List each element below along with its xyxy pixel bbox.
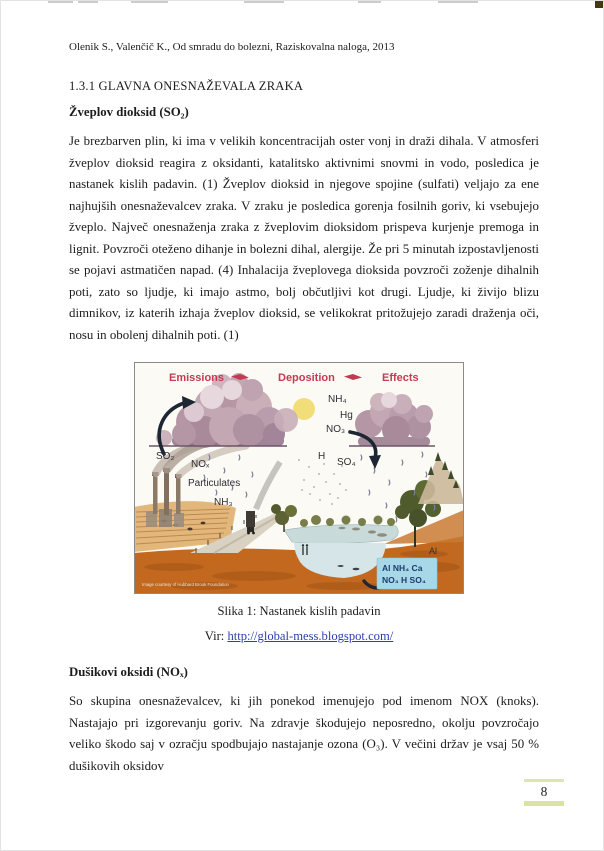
- section-heading: 1.3.1 GLAVNA ONESNAŽEVALA ZRAKA: [69, 79, 304, 93]
- image-credit: Image courtesy of Hubbard Brook Foundation: [142, 582, 229, 587]
- so2-paragraph-1: Je brezbarven plin, ki ima v velikih koncentracijah oster vonj in draži dihala. V atmosferi žveplov dioksid reagira z oksidanti, katalitsko aktivnimi snovmi in vodo, posledica je nastanek kislih padavin. (1) Žveplov dioksid in njegove spojine (sulfati) veljajo za ene najhujših onesnaževalcev zraka. V zraku je posledica gorenja fosilnih goriv, ki vsebujejo žveplo. Največ onesnaženja zraka z žveplovim dioksidom prispeva kurjenje premoga in lignit. Povzroči oteženo dihanje in bolezni dihal, alergije. Že pri 5 minutah izpostavljenosti se pojavi astmatičen napad. (4): [69, 134, 539, 277]
- ions-box-line1: Al NH₄ Ca: [382, 563, 423, 573]
- ions-box-line2: NO₃ H SO₄: [382, 575, 426, 585]
- h-label: H: [318, 451, 326, 462]
- nox-label: NOₓ: [191, 459, 210, 470]
- nox-subheading: Dušikovi oksidi (NOₓ): [69, 665, 188, 679]
- so2-paragraph-2: Inhalacija žveplovega dioksida povzroči zoženje dihalnih poti, zato so ljudje, ki imajo astmo, bolj občutljivi kot drugi. Ljudje, ki živijo blizu dimnikov, iz katerih izhaja žveplov dioksid, se velikokrat pritožujejo zaradi draženja oči, nosu in obolenj dihalnih poti. (1): [69, 263, 540, 342]
- figure-acid-rain-diagram: [134, 362, 464, 594]
- no3-label: NO₃: [326, 424, 346, 435]
- scan-artifact-corner: [595, 1, 603, 8]
- deposition-label: Deposition: [278, 372, 335, 384]
- footer-rule-bottom: [524, 801, 564, 806]
- scan-artifact: [358, 1, 381, 3]
- effects-label: Effects: [382, 372, 419, 384]
- scan-artifact: [48, 1, 73, 3]
- source-label: Vir:: [204, 629, 225, 643]
- so2-paragraph: [69, 131, 539, 346]
- al-label: Al: [429, 546, 438, 556]
- hg-label: Hg: [340, 410, 353, 421]
- running-header: Olenik S., Valenčič K., Od smradu do bolezni, Raziskovalna naloga, 2013: [69, 41, 395, 53]
- scan-artifact: [78, 1, 98, 3]
- figure-source: [134, 629, 464, 644]
- scan-artifact: [131, 1, 168, 3]
- so2-label: SO₂: [156, 451, 175, 462]
- nox-paragraph: So skupina onesnaževalcev, ki jih ponekod imenujejo pod imenom NOX (knoks). Nastajajo pri izgorevanju goriv. Na zdravje škodujejo neposredno, okolju povzročajo veliko škodo saj v ozračju spodbujajo nastajanje ozona (O₃). V večini držav je vsaj 50 % dušikovih oksidov: [69, 694, 539, 773]
- so4-label: SO₄: [337, 457, 356, 468]
- page-number: 8: [540, 784, 548, 799]
- so2-subheading: Žveplov dioksid (SO₂): [69, 105, 189, 119]
- source-url-link[interactable]: http://global-mess.blogspot.com/: [227, 629, 394, 643]
- nh3-label: NH₃: [214, 497, 233, 508]
- nh4-label: NH₄: [328, 394, 347, 405]
- scan-artifact: [244, 1, 284, 3]
- scan-artifact: [438, 1, 478, 3]
- emissions-label: Emissions: [169, 372, 225, 384]
- page-number-footer: [524, 779, 564, 806]
- particulates-label: Particulates: [188, 478, 241, 489]
- ions-box: [377, 558, 437, 589]
- figure-caption: Slika 1: Nastanek kislih padavin: [217, 604, 381, 618]
